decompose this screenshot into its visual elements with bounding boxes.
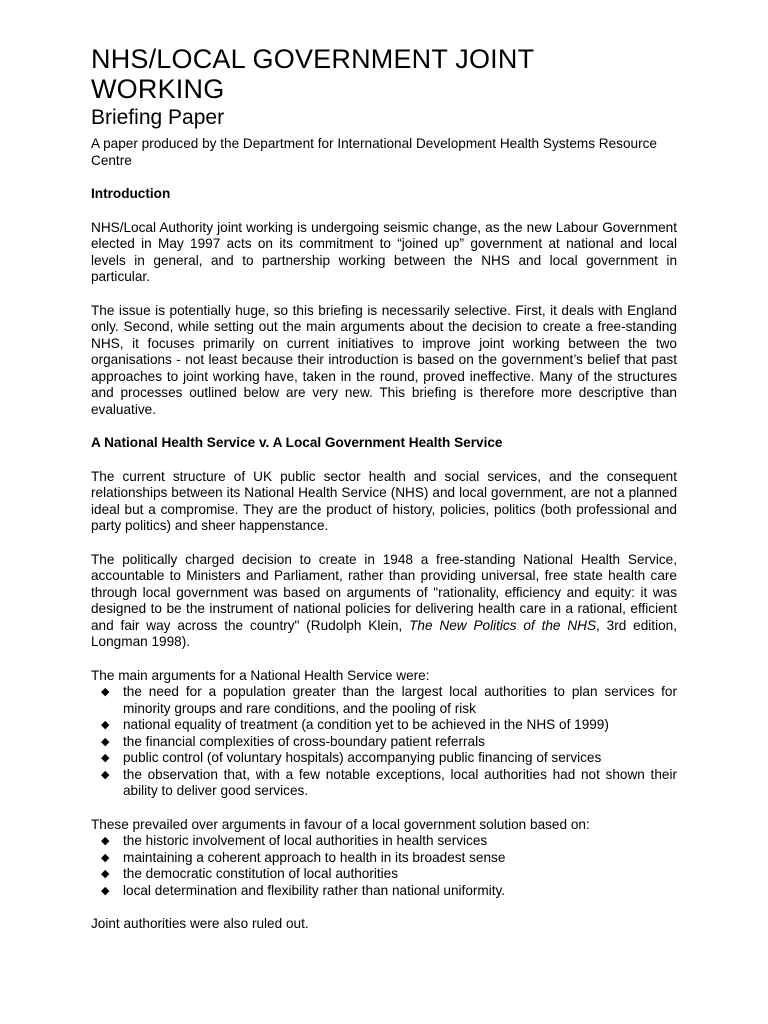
list-item: ◆ national equality of treatment (a condition yet to be achieved in the NHS of 1999) [101,717,609,732]
diamond-bullet-icon: ◆ [101,868,110,880]
title-line-1: NHS/LOCAL GOVERNMENT JOINT [91,44,535,74]
para2-text-a: The politically charged decision to create in 1948 a free-standing National Health Service, accountable to Ministers and Parliament, rather than providing universal, free state health care through local government was based on arguments of "rationality, efficiency and equity: it was designed to be the instrument of national policies for delivering health care in a rational, efficient and fair way across the country" (Rudolph Klein, [91,551,677,633]
list-item: ◆ the historic involvement of local authorities in health services [101,833,488,848]
diamond-bullet-icon: ◆ [101,851,110,864]
document-title [91,44,677,104]
introduction-paragraph-2: The issue is potentially huge, so this briefing is necessarily selective. First, it deals with England only. Second, while setting out the main arguments about the decision to create a free-standing NHS, it focuses primarily on current initiatives to improve joint working between the two organisations - not least because their introduction is based on the government’s belief that past approaches to joint working have, taken in the round, proved ineffective. Many of the structures and processes outlined below are very new. This briefing is therefore more descriptive than evaluative. [91,302,677,417]
title-line-2: WORKING [91,74,225,104]
diamond-bullet-icon: ◆ [101,884,110,897]
diamond-bullet-icon: ◆ [101,686,110,698]
document-subtitle: Briefing Paper [91,106,225,129]
closing-paragraph: Joint authorities were also ruled out. [91,916,309,931]
list-item: ◆ the observation that, with a few notable exceptions, local authorities had not shown their ability to deliver good services. [101,766,677,798]
diamond-bullet-icon: ◆ [101,835,110,847]
list-item: ◆ the democratic constitution of local authorities [101,866,399,881]
local-arguments-list [91,833,677,899]
list-item: ◆ local determination and flexibility rather than national uniformity. [101,882,506,898]
diamond-bullet-icon: ◆ [101,752,110,764]
section-paragraph-2 [91,552,677,651]
diamond-bullet-icon: ◆ [101,768,110,781]
list-item: ◆ the need for a population greater than the largest local authorities to plan services for minority groups and rare conditions, and the pooling of risk [101,684,677,716]
nhs-arguments-list [91,684,677,800]
document-byline: A paper produced by the Department for International Development Health Systems Resource Centre [91,136,657,168]
diamond-bullet-icon: ◆ [101,735,110,748]
list-item: ◆ public control (of voluntary hospitals) accompanying public financing of services [101,750,602,765]
list-item: ◆ maintaining a coherent approach to health in its broadest sense [101,849,506,865]
book-title: The New Politics of the NHS [409,617,597,633]
nhs-arguments-intro: The main arguments for a National Health Service were: [91,667,430,683]
introduction-heading: Introduction [91,186,171,201]
introduction-paragraph-1: NHS/Local Authority joint working is undergoing seismic change, as the new Labour Government elected in May 1997 acts on its commitment to “joined up” government at national and local levels in general, and to partnership working between the NHS and local government in particular. [91,219,677,284]
section-heading-nhs-vs-local: A National Health Service v. A Local Government Health Service [91,435,503,450]
section-paragraph-1: The current structure of UK public sector health and social services, and the consequent relationships between its National Health Service (NHS) and local government, are not a planned ideal but a compromise. They are the product of history, policies, politics (both professional and party politics) and sheer happenstance. [91,468,677,533]
diamond-bullet-icon: ◆ [101,719,110,731]
list-item: ◆ the financial complexities of cross-boundary patient referrals [101,733,485,749]
local-arguments-intro: These prevailed over arguments in favour of a local government solution based on: [91,816,590,832]
para2-text-b: , 3rd edition, Longman 1998). [91,617,678,649]
